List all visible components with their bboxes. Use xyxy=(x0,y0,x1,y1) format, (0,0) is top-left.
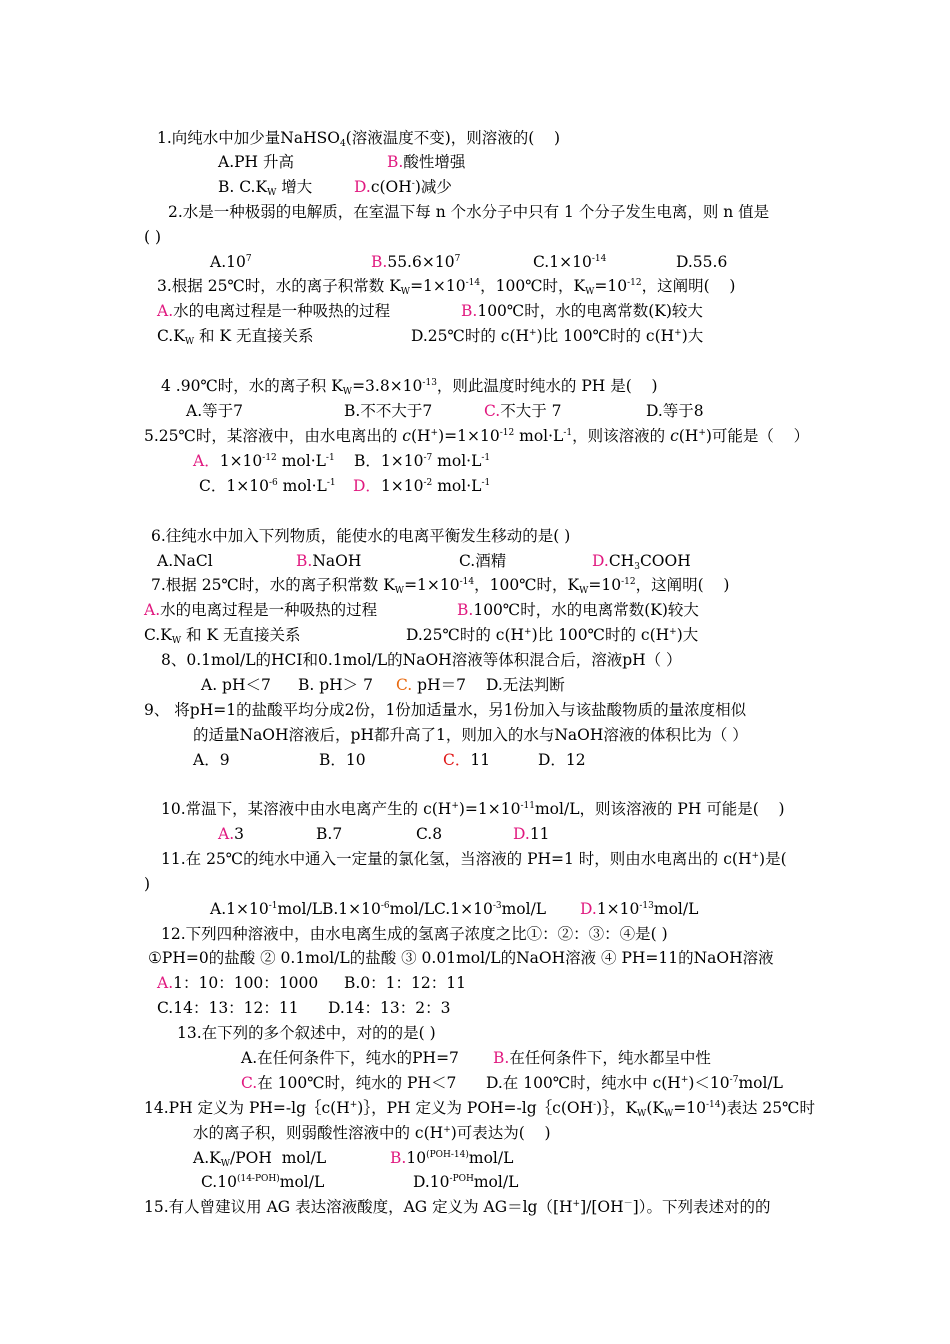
option-a: $A.K_W$/POH mol/L xyxy=(193,1149,327,1169)
option-a: A.水的电离过程是一种吸热的过程 xyxy=(144,601,378,619)
option-a: A.在任何条件下，纯水的PH=7 xyxy=(241,1049,459,1067)
option-a: $A.10^7$ xyxy=(210,253,252,271)
option-d: D．$1\times 10^{-2}$ $mol\cdot L^{-1}$ xyxy=(353,477,491,495)
option-d: D．12 xyxy=(538,751,586,769)
question-3-stem: 3.根据 25℃时，水的离子积常数 $K_W=1\times 10^{-14}$，100℃时，$K_W=10^{-12}$，这阐明( ) xyxy=(157,277,736,297)
option-b: B．$1\times 10^{-7}$ $mol\cdot L^{-1}$ xyxy=(354,452,491,470)
question-4-stem: 4 .90℃时，水的离子积 $K_W=3.8\times 10^{-13}$，则此温度时纯水的 PH 是( ) xyxy=(161,377,658,397)
question-15-stem: 15.有人曾建议用 AG 表达溶液酸度，AG 定义为 AG＝lg（[H+]/[OH－]）。下列表述对的的 xyxy=(144,1198,771,1216)
option-d: D.11 xyxy=(513,825,550,843)
question-8-stem: 8、0.1mol/L的HCI和0.1mol/L的NaOH溶液等体积混合后，溶液pH（ ） xyxy=(161,651,682,669)
option-c: C.不大于 7 xyxy=(484,402,562,420)
question-11-stem-cont: ) xyxy=(144,875,151,893)
option-c: C.在 100℃时，纯水的 PH＜7 xyxy=(241,1074,457,1092)
option-d: D.无法判断 xyxy=(486,676,565,694)
option-c: $C.1\times 10^{-14}$ xyxy=(533,253,607,271)
option-b: B.7 xyxy=(316,825,343,843)
option-b: B. pH＞ 7 xyxy=(298,676,373,694)
option-c: C.酒精 xyxy=(459,552,507,570)
question-12-stem: 12.下列四种溶液中，由水电离生成的氢离子浓度之比①：②：③：④是( ) xyxy=(161,925,668,943)
question-11-stem: 11.在 25℃的纯水中通入一定量的氯化氢，当溶液的 PH=1 时，则由水电离出的 c(H+)是( xyxy=(161,850,787,868)
question-9-stem: 9、 将pH=1的盐酸平均分成2份，1份加适量水，另1份加入与该盐酸物质的量浓度相似 xyxy=(144,701,747,719)
option-d: $D.10^{-POH}mol/L$ xyxy=(413,1173,519,1191)
option-a: A.3 xyxy=(218,825,244,843)
option-b: $B.10^{(POH-14)}mol/L$ xyxy=(390,1149,514,1167)
question-5-stem: 5.25℃时，某溶液中，由水电离出的 $c(H^+)=1\times 10^{-12}$ $mol\cdot L^{-1}$，则该溶液的 c(H+)可能是（ ） xyxy=(144,427,810,445)
question-1-stem: 1.向纯水中加少量NaHSO$_4$(溶液温度不变)，则溶液的( ) xyxy=(157,129,561,149)
option-c: $C.K_W$ 和 K 无直接关系 xyxy=(157,327,314,347)
option-c: $C.K_W$ 和 K 无直接关系 xyxy=(144,626,301,646)
option-a: A.等于7 xyxy=(186,402,243,420)
option-c: C.14：13：12：11 xyxy=(157,999,299,1017)
option-a: A.1：10：100：1000 xyxy=(157,974,319,992)
option-d: D.55.6 xyxy=(676,253,728,271)
option-b: $B.55.6\times 10^7$ xyxy=(371,253,461,271)
question-12-items: ①PH=0的盐酸 ② 0.1mol/L的盐酸 ③ 0.01mol/L的NaOH溶液 ④ PH=11的NaOH溶液 xyxy=(148,949,774,967)
option-c: C．$1\times 10^{-6}$ $mol\cdot L^{-1}$ xyxy=(199,477,336,495)
option-ab: $A.1\times 10^{-1}mol/LB.1\times 10^{-6}mol/L$ xyxy=(210,900,435,918)
question-2-stem-cont: ( ) xyxy=(144,228,162,246)
option-a: A．$1\times 10^{-12}$ $mol\cdot L^{-1}$ xyxy=(193,452,335,470)
option-a: A．9 xyxy=(193,751,230,769)
question-14-stem-cont: 水的离子积，则弱酸性溶液中的 c(H+)可表达为( ) xyxy=(193,1124,551,1142)
question-9-stem-cont: 的适量NaOH溶液后，pH都升高了1，则加入的水与NaOH溶液的体积比为（ ） xyxy=(193,726,748,744)
option-a: A. pH＜7 xyxy=(201,676,271,694)
question-13-stem: 13.在下列的多个叙述中，对的的是( ) xyxy=(177,1024,436,1042)
option-b: B．10 xyxy=(319,751,366,769)
option-a: A.NaCl xyxy=(157,552,213,570)
question-6-stem: 6.往纯水中加入下列物质，能使水的电离平衡发生移动的是( ) xyxy=(151,527,571,545)
question-14-stem: 14.PH 定义为 PH=-lg｛c(H+)｝，PH 定义为 POH=-lg｛c(OH-)｝，$K_W(K_W=10^{-14})$表达 25℃时 xyxy=(144,1099,815,1119)
option-a: A.水的电离过程是一种吸热的过程 xyxy=(157,302,391,320)
question-10-stem: 10.常温下，某溶液中由水电离产生的 $c(H^+)=1\times 10^{-11}mol/L$，则该溶液的 PH 可能是( ) xyxy=(161,800,785,818)
option-b: B.NaOH xyxy=(296,552,362,570)
option-c: C.8 xyxy=(416,825,443,843)
option-d: D.c(OH-)减少 xyxy=(354,178,452,196)
option-d: D.25℃时的 c(H+)比 100℃时的 c(H+)大 xyxy=(406,626,699,644)
option-b: B.100℃时，水的电离常数(K)较大 xyxy=(461,302,703,320)
option-c: $C.10^{(14-POH)}mol/L$ xyxy=(201,1173,325,1191)
option-b: B.不不大于7 xyxy=(344,402,433,420)
option-b: B.在任何条件下，纯水都呈中性 xyxy=(493,1049,711,1067)
question-2-stem: 2.水是一种极弱的电解质，在室温下每 n 个水分子中只有 1 个分子发生电离，则 n 值是 xyxy=(168,203,770,221)
option-c: B. $C.K_W$ 增大 xyxy=(218,178,313,198)
option-b: B.酸性增强 xyxy=(387,153,466,171)
option-d: D.25℃时的 c(H+)比 100℃时的 c(H+)大 xyxy=(411,327,704,345)
option-d: $D.1\times 10^{-13}mol/L$ xyxy=(580,900,699,918)
option-a: A.PH 升高 xyxy=(218,153,294,171)
option-c: $C.1\times 10^{-3}mol/L$ xyxy=(434,900,547,918)
option-b: B.0：1：12：11 xyxy=(344,974,466,992)
option-c: C．11 xyxy=(443,751,491,769)
option-d: D.等于8 xyxy=(646,402,704,420)
option-c: C. pH＝7 xyxy=(396,676,466,694)
option-d: D.14：13：2：3 xyxy=(328,999,451,1017)
option-b: B.100℃时，水的电离常数(K)较大 xyxy=(457,601,699,619)
option-d: D.在 100℃时，纯水中 $c(H^+)<10^{-7}mol/L$ xyxy=(486,1074,783,1092)
option-d: $D.CH_3COOH$ xyxy=(592,552,691,572)
question-7-stem: 7.根据 25℃时，水的离子积常数 $K_W=1\times 10^{-14}$，100℃时，$K_W=10^{-12}$，这阐明( ) xyxy=(151,576,730,596)
